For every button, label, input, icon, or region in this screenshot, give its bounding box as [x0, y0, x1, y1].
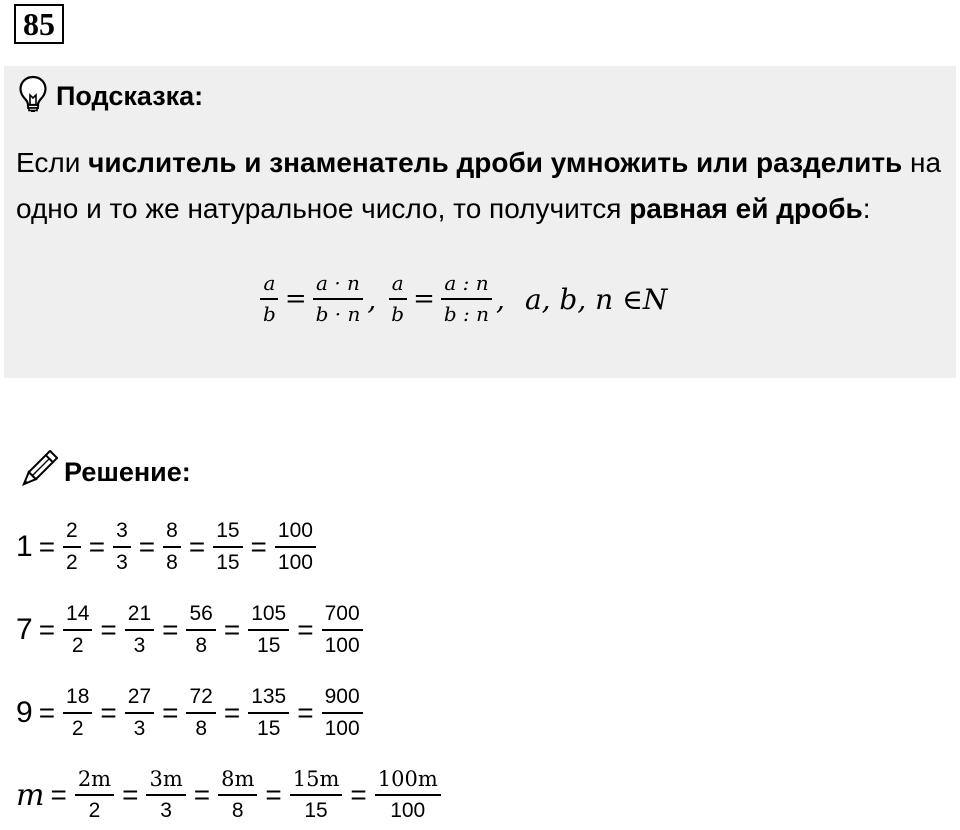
solution-header	[18, 450, 191, 494]
hint-text-bold: числитель и знаменатель дроби умножить или разделить	[88, 147, 903, 178]
denominator: 2	[71, 634, 84, 657]
numerator: a	[389, 272, 407, 300]
equation-lhs: m	[16, 777, 45, 813]
fraction	[441, 272, 492, 326]
fraction	[63, 519, 81, 575]
solution-title: Решение:	[64, 456, 191, 487]
denominator: 8	[166, 551, 178, 574]
equation-lhs: 1	[16, 530, 33, 563]
denominator: 3	[116, 551, 128, 574]
fraction	[322, 602, 363, 658]
fraction	[163, 519, 181, 575]
equation-row-7	[16, 595, 365, 665]
denominator: 3	[133, 634, 146, 657]
denominator: 100	[390, 799, 426, 822]
fraction	[275, 519, 316, 575]
denominator: 3	[133, 717, 146, 740]
denominator: b · n	[315, 302, 361, 326]
fraction	[186, 685, 215, 741]
fraction	[63, 685, 92, 741]
task-number: 85	[14, 4, 64, 44]
fraction	[146, 767, 185, 823]
denominator: 15	[304, 799, 328, 822]
fraction	[322, 685, 363, 741]
equals-sign: =	[223, 614, 241, 645]
fraction	[375, 767, 441, 823]
numerator: 8	[163, 519, 181, 548]
hint-header	[18, 76, 203, 116]
hint-text	[16, 140, 946, 232]
denominator: 8	[231, 799, 244, 822]
fraction	[290, 767, 343, 823]
equals-sign: =	[162, 614, 179, 645]
numerator: a	[260, 272, 278, 300]
numerator: 8m	[218, 767, 257, 796]
hint-text-part: :	[862, 193, 871, 224]
equals-sign: =	[413, 284, 435, 314]
equation-row-m	[16, 760, 443, 830]
denominator: 15	[216, 551, 240, 574]
comma: ,	[367, 282, 377, 316]
denominator: 15	[257, 634, 281, 657]
equation-lhs: 7	[16, 613, 33, 646]
fraction	[260, 272, 279, 326]
fraction	[248, 602, 289, 658]
equals-sign: =	[100, 697, 117, 728]
equals-sign: =	[38, 614, 56, 645]
pencil-icon	[18, 450, 58, 495]
equals-sign: =	[297, 697, 314, 728]
numerator: 100m	[375, 767, 441, 796]
equals-sign: =	[88, 531, 106, 562]
denominator: b	[263, 302, 276, 326]
numerator: 2	[63, 519, 81, 548]
denominator: 2	[88, 799, 101, 822]
numerator: 3m	[146, 767, 185, 796]
equals-sign: =	[162, 697, 179, 728]
numerator: a · n	[313, 272, 363, 300]
equation-row-9	[16, 678, 365, 748]
numerator: 18	[63, 685, 92, 714]
numerator: 21	[125, 602, 154, 631]
numerator: 700	[322, 602, 363, 631]
numerator: 2m	[75, 767, 114, 796]
fraction	[388, 272, 407, 326]
denominator: 8	[195, 634, 207, 657]
denominator: 2	[66, 551, 78, 574]
equals-sign: =	[265, 779, 282, 810]
equals-sign: =	[50, 779, 67, 810]
equals-sign: =	[297, 614, 314, 645]
hint-text-part: на одно и то же натуральное число, то получится	[16, 147, 942, 224]
denominator: 2	[71, 717, 84, 740]
denominator: 8	[195, 717, 207, 740]
numerator: 135	[248, 685, 289, 714]
equals-sign: =	[223, 697, 241, 728]
equals-sign: =	[188, 531, 206, 562]
fraction	[218, 767, 257, 823]
numerator: 105	[248, 602, 289, 631]
fraction-property-formula	[258, 264, 667, 334]
numerator: 14	[63, 602, 92, 631]
equals-sign: =	[138, 531, 156, 562]
numerator: 900	[322, 685, 363, 714]
numerator: 15	[213, 519, 242, 548]
fraction	[125, 685, 154, 741]
denominator: 100	[277, 551, 313, 574]
hint-text-bold: равная ей дробь	[629, 193, 863, 224]
denominator: 3	[160, 799, 172, 822]
fraction	[63, 602, 92, 658]
natural-set-condition: a, b, n ∈N	[524, 282, 668, 316]
equals-sign: =	[38, 531, 56, 562]
denominator: b	[391, 302, 405, 326]
numerator: 100	[275, 519, 316, 548]
equals-sign: =	[100, 614, 117, 645]
fraction	[186, 602, 215, 658]
comma: ,	[496, 282, 505, 316]
denominator: 100	[324, 634, 360, 657]
equals-sign: =	[350, 779, 367, 810]
equals-sign: =	[38, 697, 56, 728]
fraction	[313, 272, 364, 326]
denominator: 15	[257, 717, 281, 740]
hint-title: Подсказка:	[56, 80, 204, 111]
numerator: 27	[125, 685, 154, 714]
equation-row-1	[16, 512, 318, 582]
equals-sign: =	[122, 779, 139, 810]
equation-lhs: 9	[16, 696, 33, 729]
numerator: 15m	[290, 767, 343, 796]
fraction	[75, 767, 114, 823]
fraction	[113, 519, 131, 575]
fraction	[125, 602, 154, 658]
equals-sign: =	[250, 531, 267, 562]
equals-sign: =	[193, 779, 211, 810]
numerator: 3	[113, 519, 131, 548]
numerator: 56	[186, 602, 215, 631]
hint-box	[4, 66, 956, 378]
numerator: 72	[186, 685, 215, 714]
numerator: a : n	[441, 272, 491, 300]
denominator: b : n	[443, 302, 490, 326]
fraction	[213, 519, 242, 575]
equals-sign: =	[284, 284, 307, 314]
fraction	[248, 685, 289, 741]
denominator: 100	[324, 717, 360, 740]
lightbulb-icon	[18, 75, 48, 118]
hint-text-part: Если	[16, 147, 89, 178]
